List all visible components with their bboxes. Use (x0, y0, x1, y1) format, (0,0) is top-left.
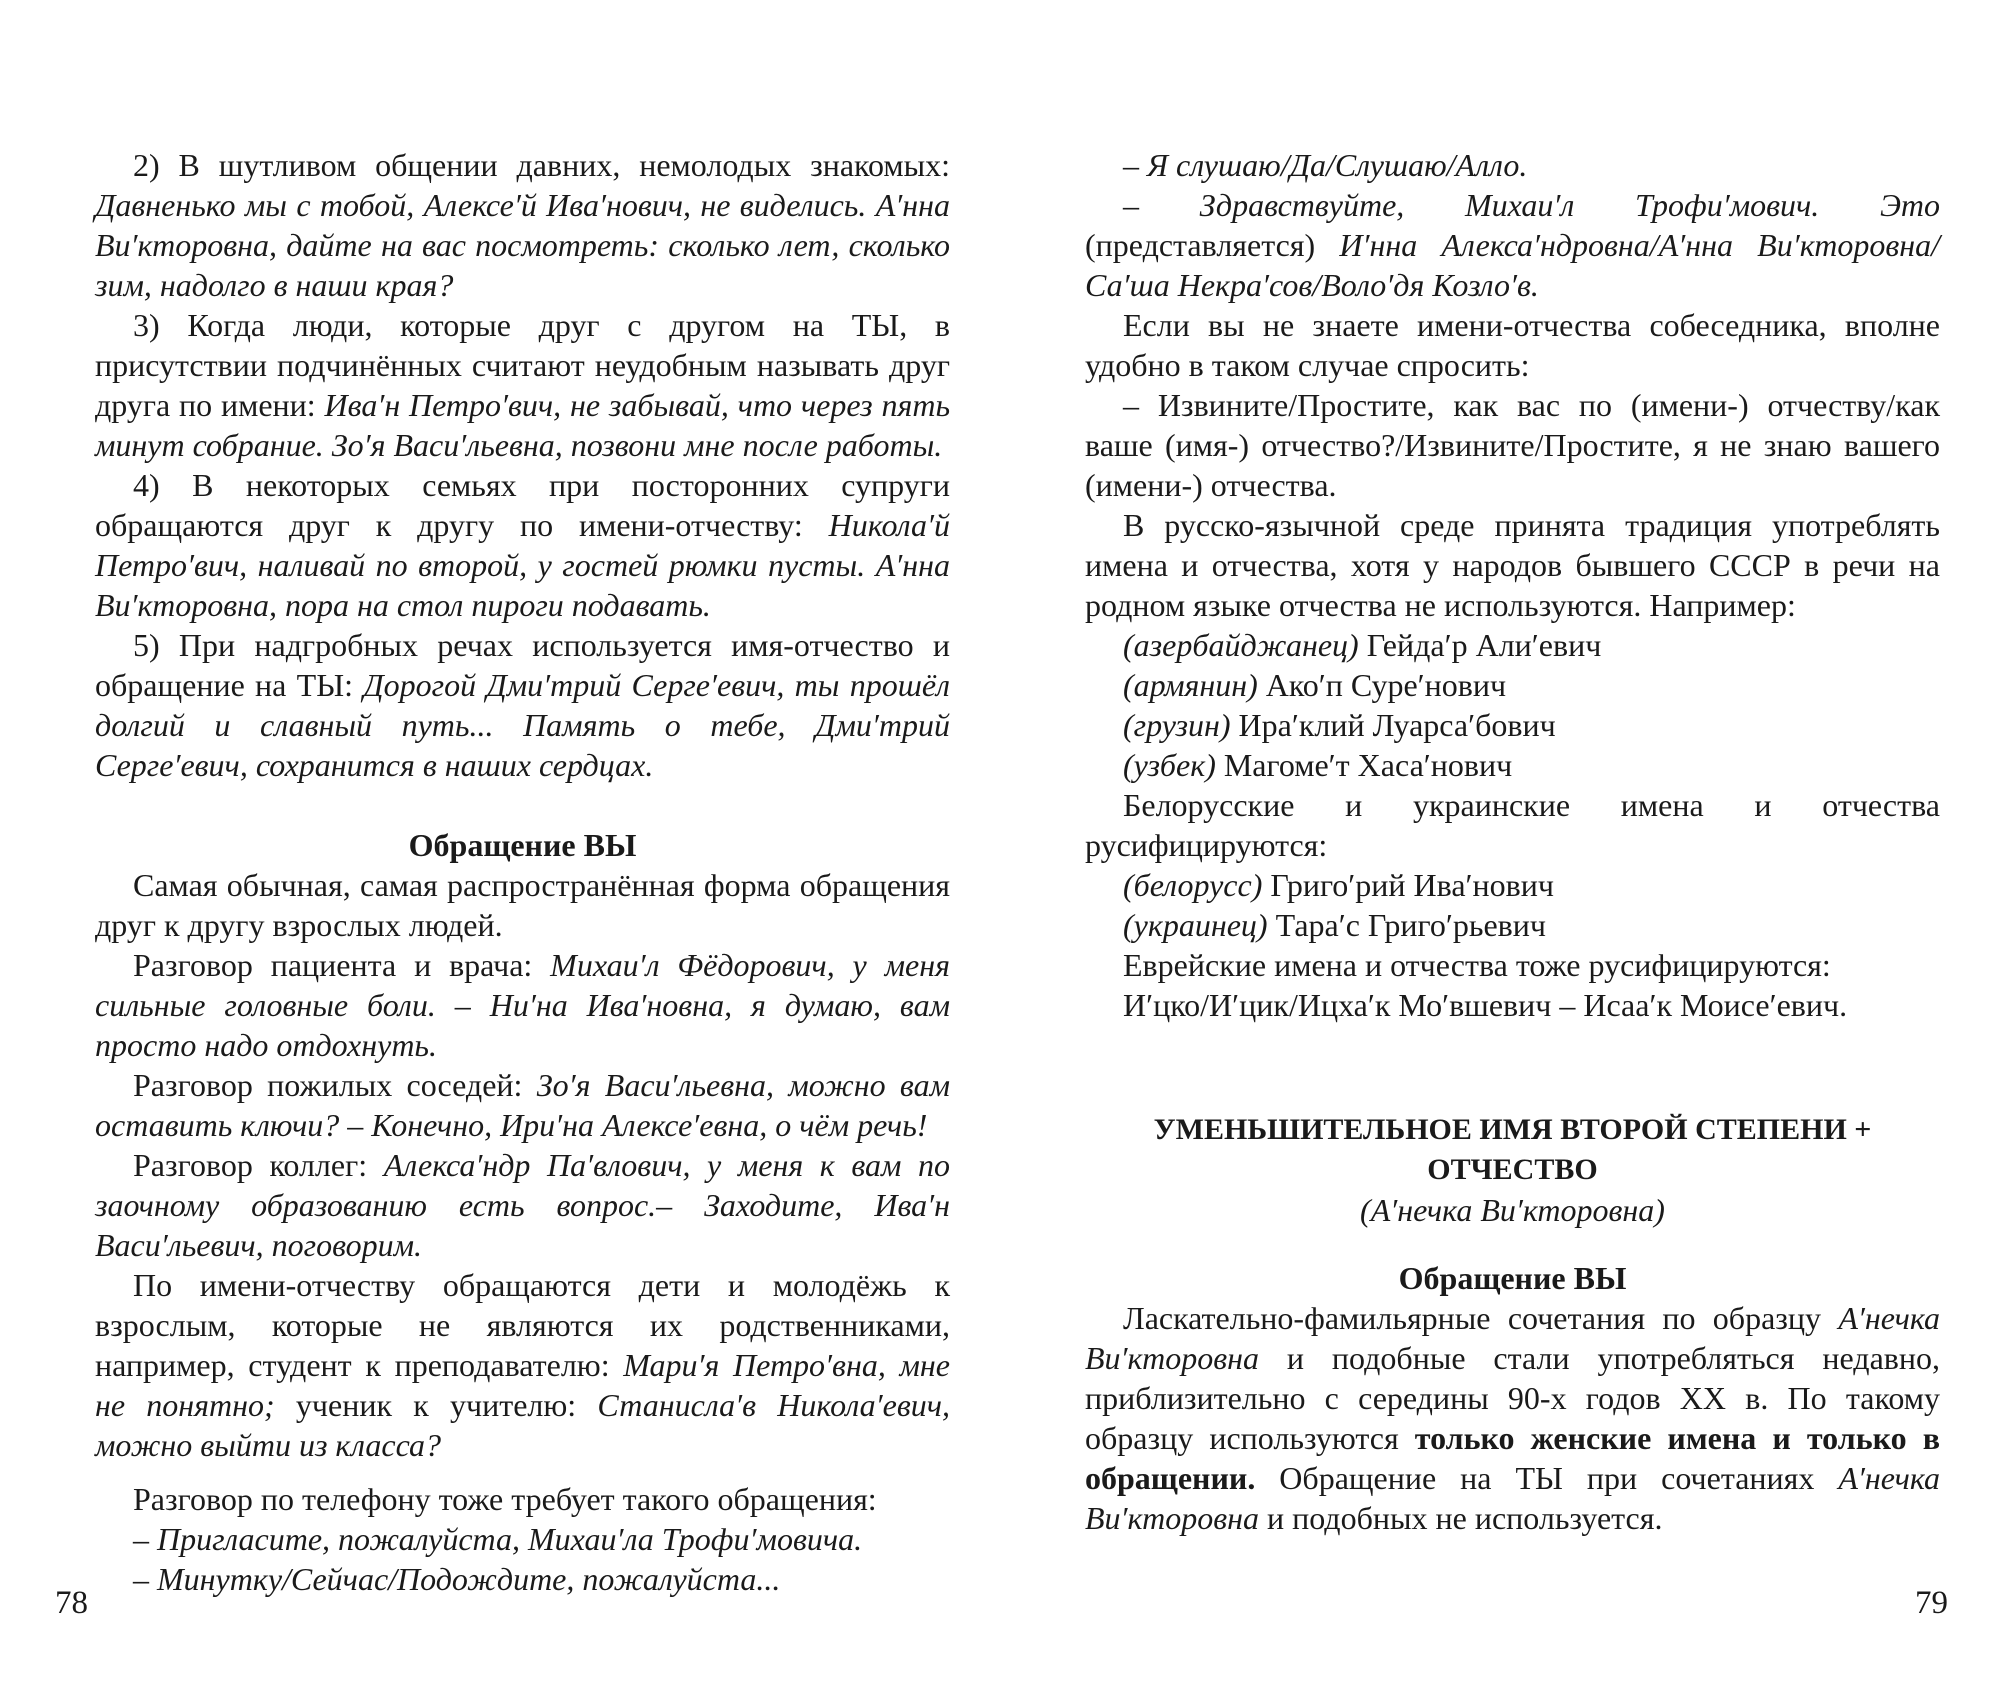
example-line: (узбек) Магоме′т Хаса′нович (1123, 747, 1513, 783)
paragraph: 2) В шутливом общении давних, немолодых знакомых: Давненько мы с тобой, Алексе′й Ива′нович, не виделись. А′нна Ви′кторовна, дайте на вас посмотреть: сколько лет, сколько зим, надолго в наши края? (95, 147, 950, 303)
example-line: (украинец) Тара′с Григо′рьевич (1123, 907, 1546, 943)
dialogue-line: – Пригласите, пожалуйста, Михаи′ла Трофи′мовича. (133, 1521, 863, 1557)
paragraph: 4) В некоторых семьях при посторонних супруги обращаются друг к другу по имени-отчеству: Никола′й Петро′вич, наливай по второй, у гостей рюмки пусты. А′нна Ви′кторовна, пора на стол пироги подавать. (95, 467, 950, 623)
paragraph: Разговор пациента и врача: Михаи′л Фёдорович, у меня сильные головные боли. – Ни′на Ива′новна, я думаю, вам просто надо отдохнуть. (95, 947, 951, 1063)
paragraph: В русско-язычной среде принята традиция употреблять имена и отчества, хотя у народов бывшего СССР в речи на родном языке отчества не используются. Например: (1085, 507, 1940, 623)
paragraph: Разговор по телефону тоже требует такого обращения: (133, 1481, 877, 1517)
left-page (95, 145, 950, 1599)
dialogue-line: – Минутку/Сейчас/Подождите, пожалуйста... (133, 1561, 781, 1597)
example-line: (армянин) Ако′п Суре′нович (1123, 667, 1507, 703)
paragraph: Самая обычная, самая распространённая форма обращения друг к другу взрослых людей. (95, 867, 950, 943)
paragraph: 3) Когда люди, которые друг с другом на ТЫ, в присутствии подчинённых считают неудобным называть друг друга по имени: Ива′н Петро′вич, не забывай, что через пять минут собрание. Зо′я Васи′льевна, позвони мне после работы. (95, 307, 950, 463)
section-subtitle: (А′нечка Ви′кторовна) (1360, 1192, 1665, 1228)
page-number-left: 78 (55, 1585, 88, 1621)
paragraph: Ласкательно-фамильярные сочетания по образцу А′нечка Ви′кторовна и подобные стали употребляться недавно, приблизительно с середины 90-х годов XX в. По такому образцу используются только женские имена и только в обращении. Обращение на ТЫ при сочетаниях А′нечка Ви′кторовна и подобных не используется. (1085, 1300, 1941, 1536)
section-heading: Обращение ВЫ (408, 827, 637, 863)
paragraph: Разговор пожилых соседей: Зо′я Васи′льевна, можно вам оставить ключи? – Конечно, Ири′на Алексе′евна, о чём речь! (95, 1067, 951, 1143)
example-line: (азербайджанец) Гейда′р Али′евич (1123, 627, 1602, 663)
paragraph: Еврейские имена и отчества тоже русифицируются: (1123, 947, 1831, 983)
right-page (1085, 145, 1940, 1538)
example-line: (грузин) Ира′клий Луарса′бович (1123, 707, 1556, 743)
example-line: (белорусс) Григо′рий Ива′нович (1123, 867, 1554, 903)
paragraph: 5) При надгробных речах используется имя-отчество и обращение на ТЫ: Дорогой Дми′трий Серге′евич, ты прошёл долгий и славный путь... Память о тебе, Дми′трий Серге′евич, сохранится в наших сердцах. (95, 627, 951, 783)
paragraph: – Извините/Простите, как вас по (имени-) отчеству/как ваше (имя-) отчество?/Извините/Простите, я не знаю вашего (имени-) отчества. (1085, 387, 1940, 503)
section-heading: Обращение ВЫ (1398, 1260, 1627, 1296)
page-number-right: 79 (1915, 1585, 1948, 1621)
example-line: И′цко/И′цик/Ицха′к Мо′вшевич – Исаа′к Моисе′евич. (1123, 987, 1848, 1023)
paragraph: По имени-отчеству обращаются дети и молодёжь к взрослым, которые не являются их родственниками, например, студент к преподавателю: Мари′я Петро′вна, мне не понятно; ученик к учителю: Станисла′в Никола′евич, можно выйти из класса? (95, 1267, 951, 1463)
paragraph: Разговор коллег: Алекса′ндр Па′влович, у меня к вам по заочному образованию есть вопрос.– Заходите, Ива′н Васи′льевич, поговорим. (95, 1147, 951, 1263)
dialogue-line: – Я слушаю/Да/Слушаю/Алло. (1123, 147, 1528, 183)
paragraph: Белорусские и украинские имена и отчества русифицируются: (1085, 787, 1940, 863)
section-title: УМЕНЬШИТЕЛЬНОЕ ИМЯ ВТОРОЙ СТЕПЕНИ + ОТЧЕСТВО (1153, 1113, 1872, 1186)
dialogue-line: – Здравствуйте, Михаи′л Трофи′мович. Это (представляется) И′нна Алекса′ндровна/А′нна Ви′кторовна/Са′ша Некра′сов/Воло′дя Козло′в. (1085, 187, 1941, 303)
paragraph: Если вы не знаете имени-отчества собеседника, вполне удобно в таком случае спросить: (1085, 307, 1940, 383)
